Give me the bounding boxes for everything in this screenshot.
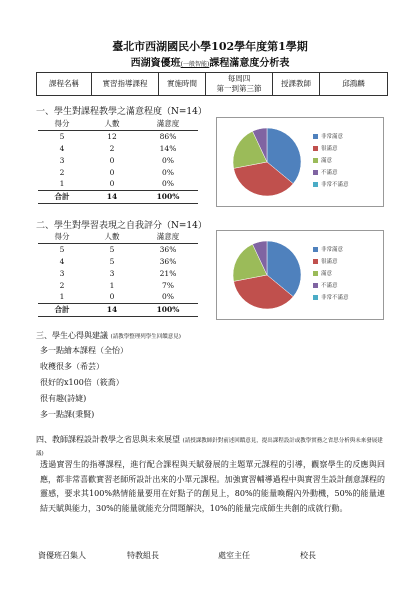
time-line2: 第一到第三節 <box>216 84 262 93</box>
total-row <box>38 303 198 316</box>
signature-principal: 校長 <box>300 551 316 560</box>
legend-swatch <box>313 295 318 300</box>
subtitle-small: (一般智能) <box>180 61 210 68</box>
legend-label: 非常滿意 <box>321 134 344 140</box>
cell-pct: 0% <box>162 179 174 189</box>
table-row <box>38 243 198 255</box>
pie-chart-2-legend <box>313 243 349 303</box>
col-score: 得分 <box>38 118 86 130</box>
cell-count: 0 <box>109 179 115 189</box>
legend-label: 不滿意 <box>321 283 338 289</box>
col-count: 人數 <box>86 118 138 130</box>
table-row <box>38 291 198 303</box>
table-row <box>38 279 198 291</box>
pie-chart-1 <box>216 117 384 207</box>
table-row <box>38 143 198 155</box>
section3-heading: 三、學生心得與建議 <box>36 331 108 340</box>
cell-pct: 0% <box>162 155 174 165</box>
time-value <box>206 73 273 96</box>
section4-heading-note: (請授課教師針對前述回饋意見，提出課程設計或教學實務之省思分析與未來發展建議) <box>36 438 383 457</box>
legend-label: 滿意 <box>321 158 333 164</box>
cell-pct: 100% <box>138 303 198 316</box>
legend-label: 很滿意 <box>321 146 338 152</box>
cell-score: 5 <box>59 132 65 142</box>
pie-chart-1-legend <box>313 130 349 190</box>
cell-count: 2 <box>109 143 115 153</box>
col-pct: 滿意度 <box>138 118 198 130</box>
cell-pct: 100% <box>138 190 198 203</box>
total-row <box>38 190 198 203</box>
section3-heading-wrap <box>36 330 181 341</box>
section2-table <box>38 231 198 317</box>
cell-score: 2 <box>59 280 65 290</box>
table-row <box>38 166 198 178</box>
cell-count: 0 <box>109 292 115 302</box>
legend-label: 很滿意 <box>321 259 338 265</box>
pie-chart-1-svg <box>217 118 383 206</box>
legend-label: 非常滿意 <box>321 247 344 253</box>
cell-count: 1 <box>109 280 115 290</box>
table-row <box>38 178 198 190</box>
cell-pct: 7% <box>162 280 174 290</box>
comment-item: 多一點課(秉賢) <box>40 410 95 419</box>
section1-heading: 一、學生對課程教學之滿意程度（N=14） <box>36 107 207 117</box>
legend-item <box>313 243 349 255</box>
teacher-name: 邱鴻麟 <box>320 73 388 96</box>
cell-count: 14 <box>86 190 138 203</box>
cell-score: 4 <box>59 143 65 153</box>
cell-count: 0 <box>109 155 115 165</box>
legend-swatch <box>313 283 318 288</box>
comment-item: 很有趣(詩婕) <box>40 394 87 403</box>
section2-heading: 二、學生對學習表現之自我評分（N=14） <box>36 221 207 231</box>
table-row <box>38 267 198 279</box>
cell-score: 1 <box>59 179 65 189</box>
signature-special-ed: 特教組長 <box>127 551 159 560</box>
legend-item <box>313 166 349 178</box>
legend-item <box>313 291 349 303</box>
legend-item <box>313 142 349 154</box>
cell-pct: 14% <box>159 143 177 153</box>
legend-label: 滿意 <box>321 271 333 277</box>
section1-table <box>38 118 198 204</box>
page-subtitle <box>0 54 420 69</box>
section3-heading-note: (請教學整理列學生回饋意見) <box>110 334 181 340</box>
legend-label: 不滿意 <box>321 170 338 176</box>
legend-item <box>313 178 349 190</box>
signature-director: 處室主任 <box>218 551 250 560</box>
subtitle-suffix: 課程滿意度分析表 <box>209 58 290 69</box>
course-name-label: 課程名稱 <box>37 73 92 96</box>
legend-label: 非常不滿意 <box>321 182 349 188</box>
cell-score: 3 <box>59 268 65 278</box>
pie-chart-2 <box>216 230 384 320</box>
signature-coordinator: 資優班召集人 <box>38 551 86 560</box>
cell-score: 3 <box>59 155 65 165</box>
cell-score: 2 <box>59 167 65 177</box>
cell-pct: 36% <box>159 245 177 255</box>
comment-item: 收穫很多（希芸） <box>40 362 104 371</box>
legend-item <box>313 154 349 166</box>
legend-swatch <box>313 247 318 252</box>
section4-heading-wrap <box>36 434 386 460</box>
legend-swatch <box>313 259 318 264</box>
legend-label: 非常不滿意 <box>321 295 349 301</box>
table-row <box>38 256 198 268</box>
col-pct: 滿意度 <box>138 231 198 243</box>
teacher-label: 授課教師 <box>273 73 320 96</box>
course-info-table <box>36 72 388 96</box>
cell-score: 1 <box>59 292 65 302</box>
legend-swatch <box>313 271 318 276</box>
table-row <box>38 154 198 166</box>
cell-score: 5 <box>59 245 65 255</box>
cell-count: 5 <box>109 256 115 266</box>
legend-swatch <box>313 158 318 163</box>
cell-count: 14 <box>86 303 138 316</box>
legend-item <box>313 267 349 279</box>
col-count: 人數 <box>86 231 138 243</box>
comment-item: 多一點繪本課程（全怡） <box>40 346 128 355</box>
cell-count: 3 <box>109 268 115 278</box>
legend-item <box>313 130 349 142</box>
comment-item: 很好的x100倍（筱喬） <box>40 378 124 387</box>
reflection-paragraph: 透過實習生的指導課程，進行配合課程與天賦發展的主題單元課程的引導，觀察學生的反應與回應，都非常喜歡實習老師所設計出來的小單元課程。加強實習輔導過程中與實習生設計創意課程的靈感，要求其100%熱情能量要用在好點子的創見上，80%的能量喚醒內外動機，50%的能量連結天賦與能力，30%的能量就能充分問題解決，10%的能量完成師生共創的成就行動。 <box>40 460 385 513</box>
cell-count: 12 <box>107 132 117 142</box>
cell-pct: 36% <box>159 256 177 266</box>
legend-swatch <box>313 170 318 175</box>
time-line1: 每周四 <box>227 74 251 83</box>
cell-score: 4 <box>59 256 65 266</box>
page-title: 臺北市西湖國民小學102學年度第1學期 <box>112 40 308 53</box>
col-score: 得分 <box>38 231 86 243</box>
cell-score: 合計 <box>38 190 86 203</box>
time-label: 實施時間 <box>159 73 206 96</box>
cell-count: 5 <box>109 245 115 255</box>
cell-pct: 21% <box>159 268 177 278</box>
course-name: 實習指導課程 <box>92 73 159 96</box>
cell-pct: 0% <box>162 292 174 302</box>
subtitle-prefix: 西湖資優班 <box>130 58 181 69</box>
section4-heading: 四、教師課程設計教學之省思與未來展望 <box>36 435 180 444</box>
cell-score: 合計 <box>38 303 86 316</box>
pie-chart-2-svg <box>217 231 383 319</box>
legend-item <box>313 255 349 267</box>
legend-swatch <box>313 146 318 151</box>
legend-swatch <box>313 134 318 139</box>
table-row <box>38 130 198 142</box>
legend-swatch <box>313 182 318 187</box>
cell-pct: 0% <box>162 167 174 177</box>
legend-item <box>313 279 349 291</box>
cell-pct: 86% <box>159 132 177 142</box>
cell-count: 0 <box>109 167 115 177</box>
